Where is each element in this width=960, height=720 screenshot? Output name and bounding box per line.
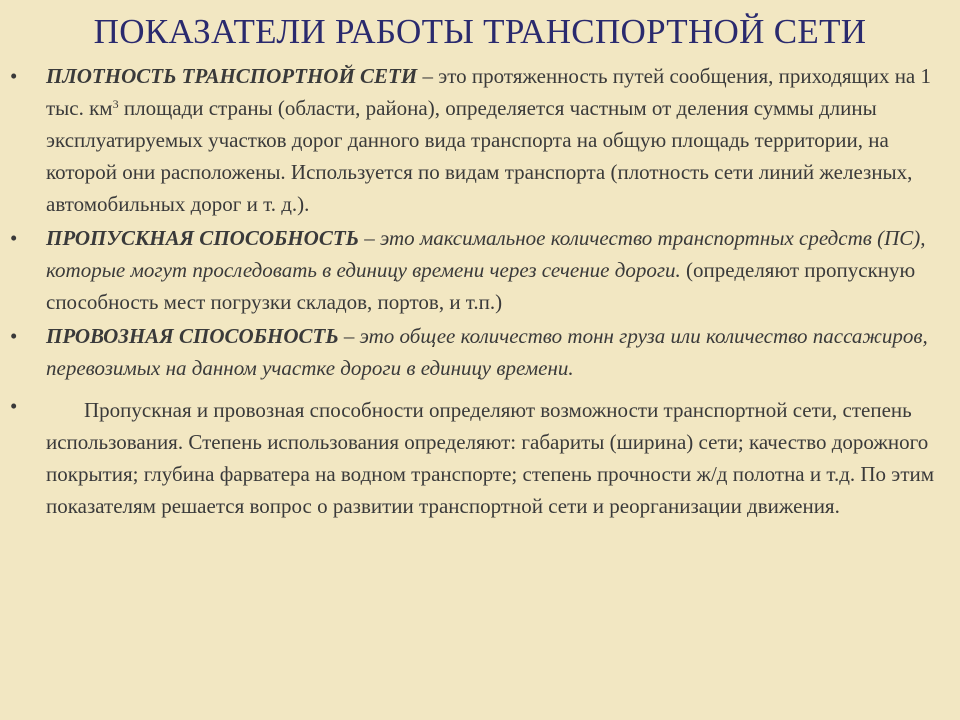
bullet-dot-icon: • [10,394,18,418]
bullet-dot-icon: • [10,64,18,88]
superscript: 3 [112,97,119,111]
definition-italic-text: – это общее количество тонн груза или количество пассажиров, перевозимых на данном участке дороги в единицу времени. [46,324,928,380]
term-dash: – [417,64,439,88]
definition-italic-text: – это максимальное количество транспортных средств (ПС), которые могут проследовать в единицу времени через сечение дороги. [46,226,926,282]
term-carrying-capacity: ПРОВОЗНАЯ СПОСОБНОСТЬ [46,324,339,348]
slide-title: ПОКАЗАТЕЛИ РАБОТЫ ТРАНСПОРТНОЙ СЕТИ [93,12,867,51]
bullet-transport-network-density [0,60,960,220]
bullet-dot-icon: • [10,226,18,250]
bullet-throughput-capacity [0,222,960,318]
summary-text: Пропускная и провозная способности определяют возможности транспортной сети, степень использования. Степень использования определяют: габариты (ширина) сети; качество дорожного покрытия; глубина фарватера на водном транспорте; степень прочности ж/д полотна и т.д. По этим показателям решается вопрос о развитии транспортной сети и реорганизации движения. [46,398,935,518]
bullet-dot-icon: • [10,324,18,348]
definition-text: это протяженность путей сообщения, приходящих на 1 тыс. км [46,64,932,120]
bullet-carrying-capacity [0,320,960,384]
bullet-summary-paragraph [0,394,960,522]
term-network-density: ПЛОТНОСТЬ ТРАНСПОРТНОЙ СЕТИ [46,64,418,88]
bullet-list [0,60,960,522]
term-throughput-capacity: ПРОПУСКНАЯ СПОСОБНОСТЬ [46,226,359,250]
definition-text-continued: площади страны (области, района), определяется частным от деления суммы длины эксплуатируемых участков дорог данного вида транспорта на общую площадь территории, на которой они расположены. Используется по видам транспорта (плотность сети линий железных, автомобильных дорог и т. д.). [46,96,913,216]
definition-note-text: (определяют пропускную способность мест погрузки складов, портов, и т.п.) [46,258,916,314]
